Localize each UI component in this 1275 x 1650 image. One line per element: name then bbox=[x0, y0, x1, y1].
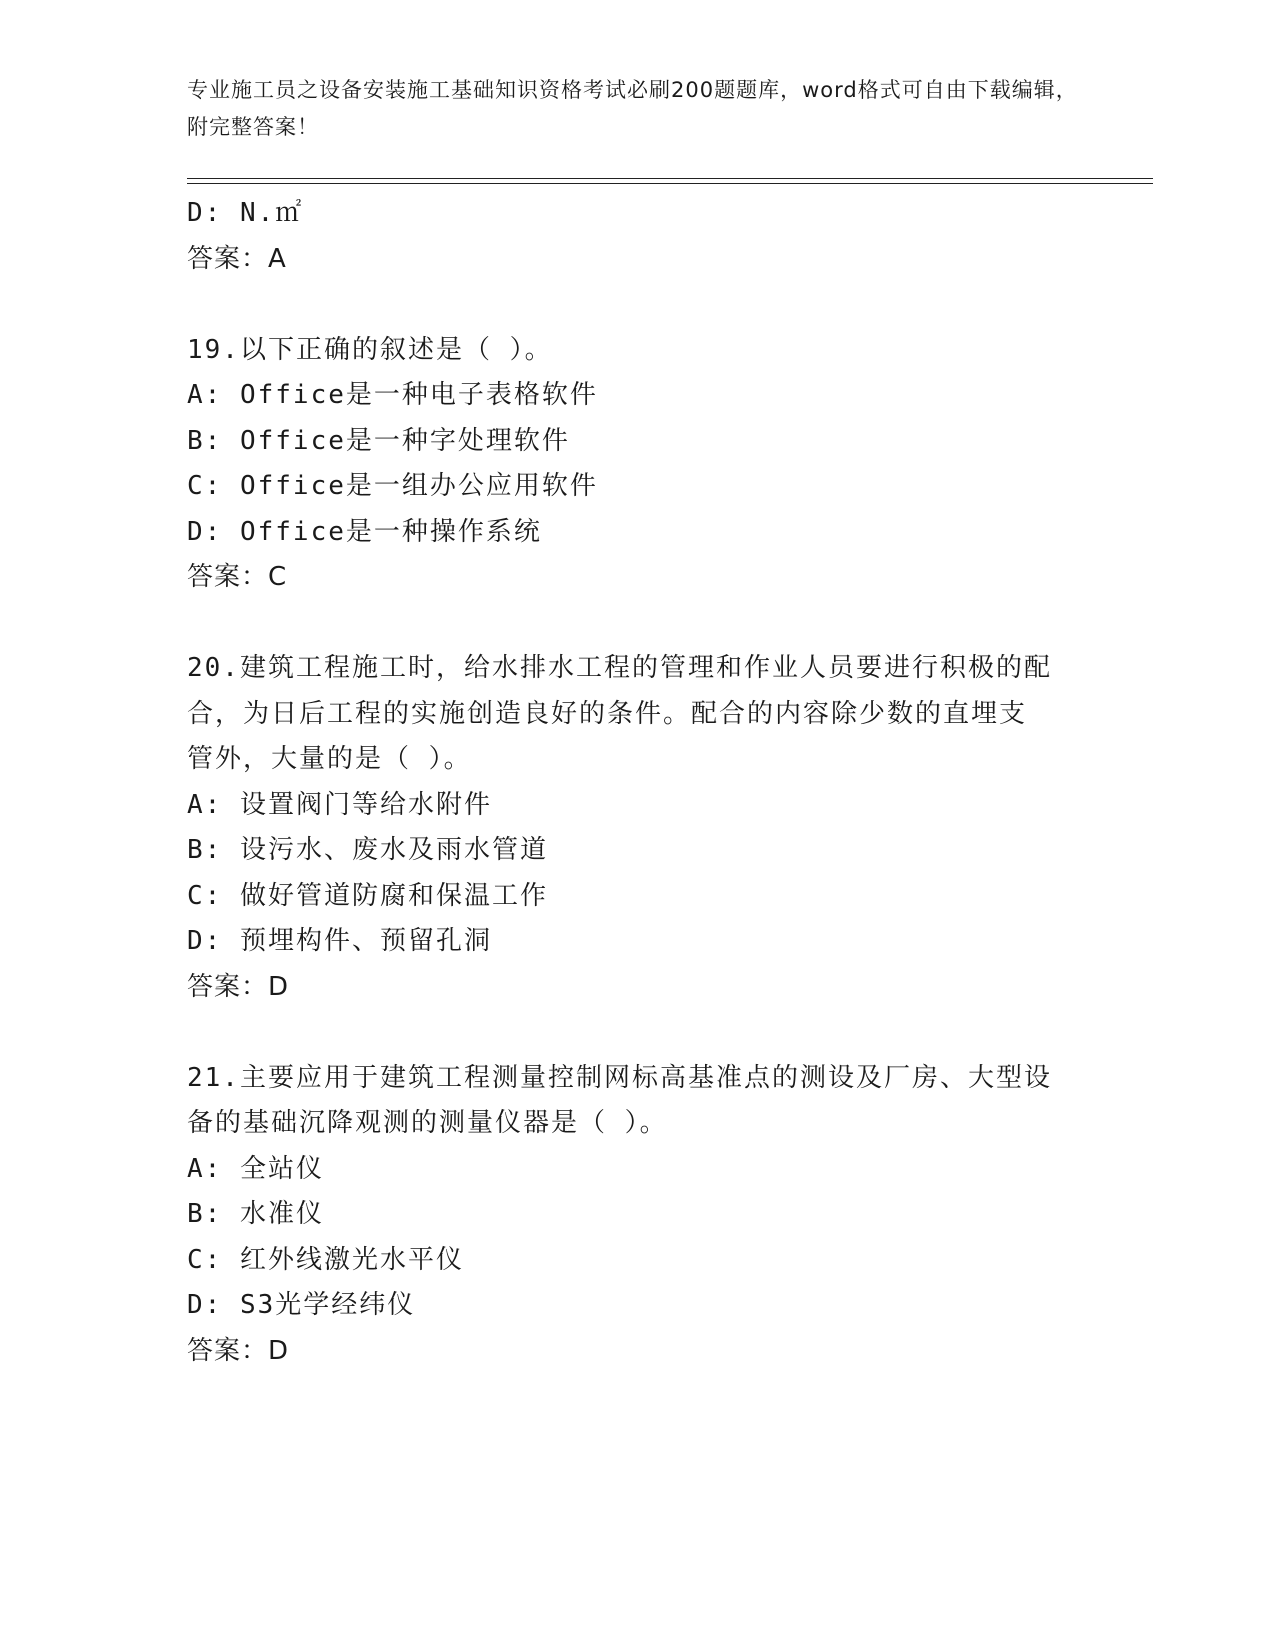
answer: 答案：D bbox=[187, 1335, 290, 1366]
option-c: C: 红外线激光水平仪 bbox=[187, 1244, 464, 1275]
answer: 答案：D bbox=[187, 971, 290, 1002]
spacer bbox=[187, 601, 1087, 647]
page-header bbox=[187, 72, 1087, 146]
answer: 答案：C bbox=[187, 562, 288, 592]
option-b: B: Office是一种字处理软件 bbox=[187, 425, 570, 456]
spacer bbox=[187, 1010, 1087, 1056]
question-stem: 19.以下正确的叙述是（ ）。 bbox=[187, 334, 553, 365]
spacer bbox=[187, 282, 1087, 328]
option-c: C: Office是一组办公应用软件 bbox=[187, 471, 598, 501]
question-20 bbox=[187, 646, 1087, 1010]
header-rule-top bbox=[187, 178, 1153, 179]
option-d: D: S3光学经纬仪 bbox=[187, 1290, 416, 1320]
header-rule-bottom bbox=[187, 183, 1153, 184]
question-stem-line: 21.主要应用于建筑工程测量控制网标高基准点的测设及厂房、大型设 bbox=[187, 1062, 1052, 1093]
question-stem-line: 20.建筑工程施工时，给水排水工程的管理和作业人员要进行积极的配 bbox=[187, 653, 1052, 683]
option-a: A: 设置阀门等给水附件 bbox=[187, 789, 492, 820]
prev-option-d: D: N.㎡ bbox=[187, 198, 304, 228]
option-b: B: 水准仪 bbox=[187, 1199, 324, 1229]
option-a: A: Office是一种电子表格软件 bbox=[187, 380, 598, 410]
option-d: D: 预埋构件、预留孔洞 bbox=[187, 926, 492, 956]
option-d: D: Office是一种操作系统 bbox=[187, 516, 542, 547]
question-stem-line: 备的基础沉降观测的测量仪器是（ ）。 bbox=[187, 1108, 668, 1138]
question-19 bbox=[187, 328, 1087, 601]
document-title: 专业施工员之设备安装施工基础知识资格考试必刷200题题库，word格式可自由下载编辑，附完整答案！ bbox=[187, 78, 1078, 139]
option-b: B: 设污水、废水及雨水管道 bbox=[187, 835, 548, 865]
option-c: C: 做好管道防腐和保温工作 bbox=[187, 880, 548, 911]
question-stem-line: 管外，大量的是（ ）。 bbox=[187, 744, 472, 774]
question-21 bbox=[187, 1056, 1087, 1375]
prev-answer: 答案：A bbox=[187, 243, 287, 274]
document-body bbox=[187, 191, 1087, 1374]
option-a: A: 全站仪 bbox=[187, 1153, 324, 1184]
question-stem-line: 合，为日后工程的实施创造良好的条件。配合的内容除少数的直埋支 bbox=[187, 698, 1028, 729]
